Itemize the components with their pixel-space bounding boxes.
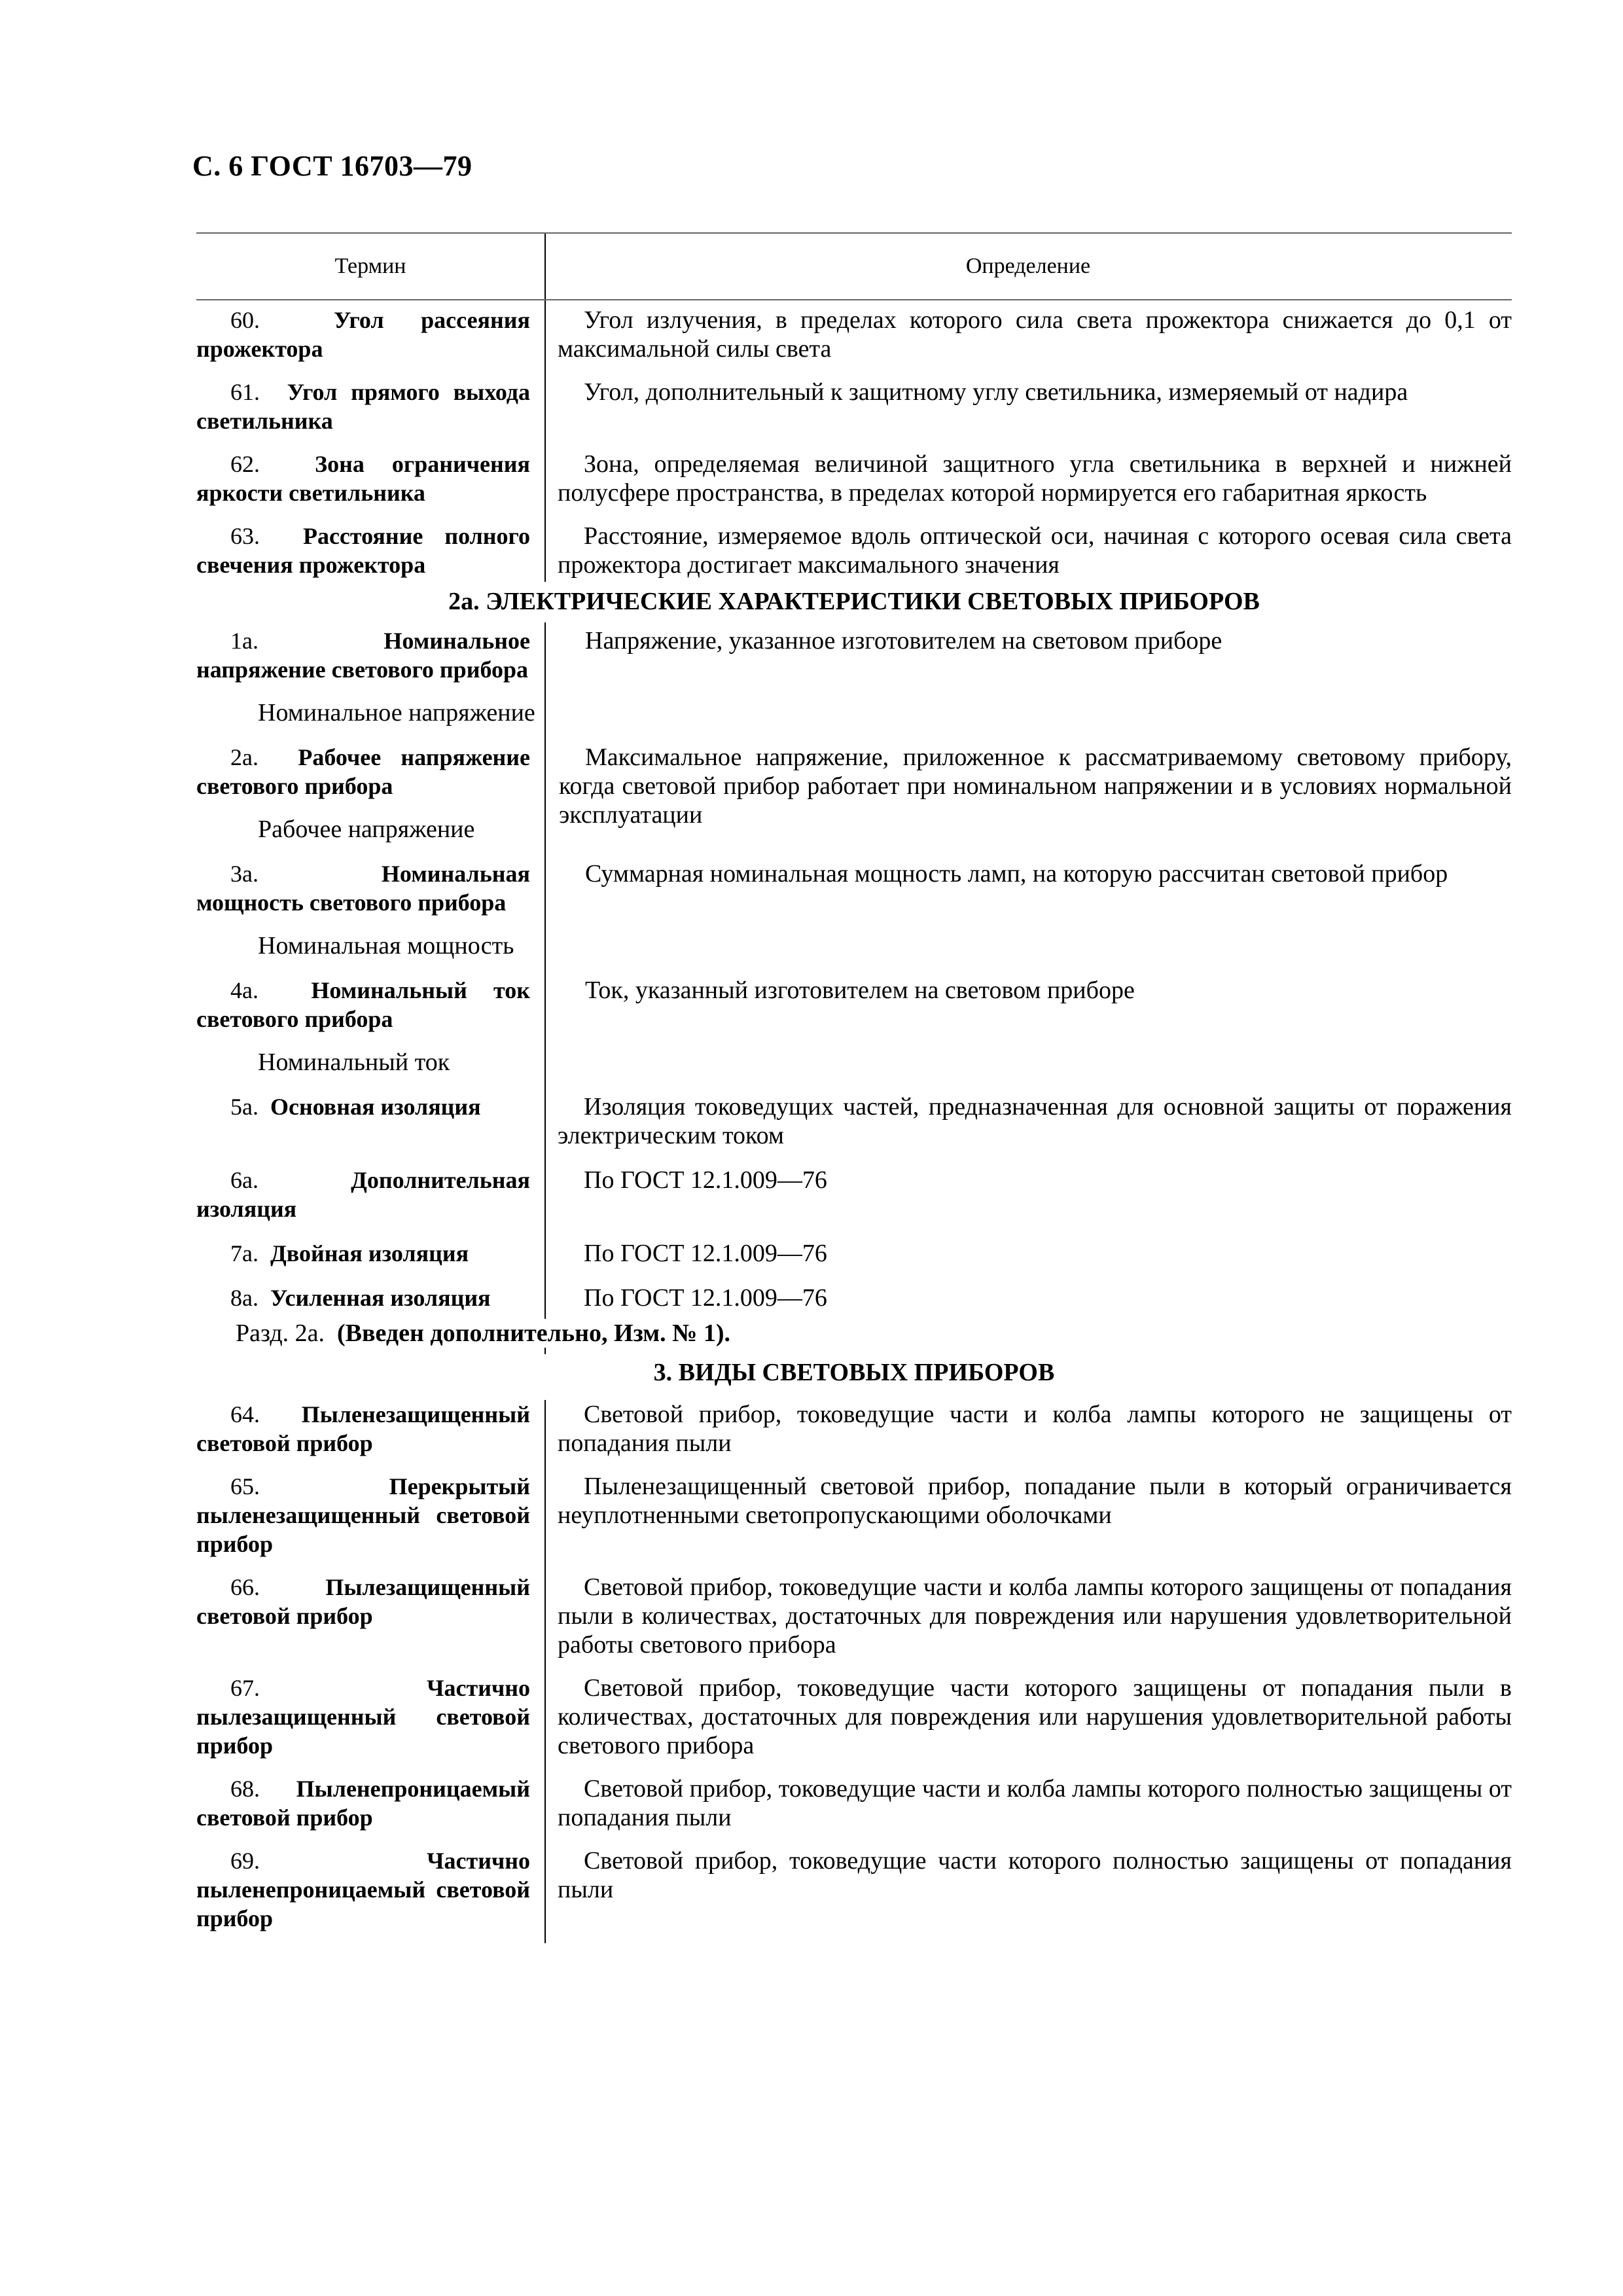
- definition-text: По ГОСТ 12.1.009—76: [584, 1240, 827, 1267]
- term-cell: [196, 1774, 544, 1832]
- term-name: Частично пыленепроницаемый световой прибор: [196, 1848, 530, 1931]
- term-cell: [196, 1239, 544, 1268]
- term-number: 5а.: [230, 1094, 259, 1120]
- term-cell: [196, 306, 544, 363]
- section-heading-3: 3. ВИДЫ СВЕТОВЫХ ПРИБОРОВ: [196, 1354, 1512, 1393]
- term-number: 61.: [230, 379, 260, 405]
- term-synonym: Номинальный ток: [258, 1049, 450, 1076]
- term-name: Угол рассеяния прожектора: [196, 307, 530, 362]
- term-cell: [196, 1573, 544, 1630]
- term-cell: [196, 1674, 544, 1760]
- col-header-definition: Определение: [965, 254, 1091, 278]
- table-header: [196, 232, 1512, 300]
- definition-text: Световой прибор, токоведущие части которого защищены от попадания пыли в количествах, достаточных для повреждения или нарушения удовлетворительной работы светового прибора: [558, 1674, 1512, 1759]
- table-row: [196, 626, 1512, 727]
- term-name: Рабочее напряжение светового прибора: [196, 744, 531, 799]
- page-header: С. 6 ГОСТ 16703—79: [192, 150, 473, 182]
- table-row: [196, 743, 1512, 844]
- table-row: [196, 450, 1512, 507]
- table-row: [196, 859, 1512, 960]
- amendment-note: [196, 1319, 1512, 1348]
- term-cell: [196, 1400, 544, 1458]
- terms-group-64-69: [196, 1400, 1512, 1933]
- note-text: (Введен дополнительно, Изм. № 1).: [337, 1319, 730, 1347]
- term-cell: [196, 1472, 544, 1558]
- term-cell: [196, 1092, 544, 1121]
- term-number: 66.: [230, 1574, 260, 1600]
- definition-cell: [544, 522, 1512, 579]
- definition-text: Расстояние, измеряемое вдоль оптической оси, начиная с которого осевая сила света прожектора достигает максимального значения: [558, 522, 1512, 579]
- term-number: 63.: [230, 523, 260, 549]
- term-synonym: Рабочее напряжение: [258, 816, 475, 843]
- term-cell: [196, 743, 544, 800]
- definition-text: Зона, определяемая величиной защитного угла светильника в верхней и нижней полусфере пространства, в пределах которой нормируется его габаритная яркость: [558, 450, 1512, 507]
- term-number: 67.: [230, 1675, 260, 1701]
- definition-cell: [544, 1573, 1512, 1659]
- definition-cell: [544, 450, 1512, 507]
- term-number: 1а.: [230, 628, 259, 654]
- table-row: [196, 1573, 1512, 1659]
- definition-text: Напряжение, указанное изготовителем на световом приборе: [585, 627, 1222, 655]
- definition-cell: [544, 306, 1512, 363]
- table-row: [196, 976, 1512, 1077]
- definition-cell: [544, 1774, 1512, 1832]
- terms-group-60-63: [196, 306, 1512, 579]
- term-name: Частично пылезащищенный световой прибор: [196, 1675, 530, 1759]
- term-number: 6а.: [230, 1167, 259, 1193]
- definition-text: Изоляция токоведущих частей, предназначенная для основной защиты от поражения электрическим током: [558, 1093, 1512, 1149]
- definition-text: Световой прибор, токоведущие части и колба лампы которого не защищены от попадания пыли: [558, 1401, 1512, 1457]
- terms-group-2a: [196, 626, 1512, 1312]
- table-row: [196, 1239, 1512, 1268]
- term-name: Расстояние полного свечения прожектора: [196, 523, 530, 578]
- term-cell: [196, 1166, 544, 1223]
- term-name: Основная изоляция: [270, 1094, 481, 1120]
- term-synonym: Номинальная мощность: [258, 932, 514, 960]
- definition-text: Угол, дополнительный к защитному углу светильника, измеряемый от надира: [584, 378, 1408, 406]
- definition-cell: [546, 743, 1512, 829]
- term-number: 3а.: [230, 861, 259, 887]
- term-name: Пыленепроницаемый световой прибор: [196, 1776, 530, 1831]
- term-name: Перекрытый пыленезащищенный световой прибор: [196, 1473, 530, 1557]
- term-cell: [196, 976, 544, 1033]
- term-number: 69.: [230, 1848, 260, 1874]
- note-prefix: Разд. 2а.: [236, 1319, 325, 1347]
- term-cell: [196, 626, 544, 684]
- terms-table: [196, 232, 1512, 1933]
- term-name: Дополнительная изоляция: [196, 1167, 530, 1222]
- table-row: [196, 306, 1512, 363]
- term-number: 2а.: [230, 744, 259, 770]
- term-cell: [196, 378, 544, 435]
- definition-cell: [544, 378, 1512, 406]
- term-cell: [196, 1283, 544, 1312]
- definition-text: Световой прибор, токоведущие части и колба лампы которого полностью защищены от попадания пыли: [558, 1775, 1512, 1831]
- term-number: 62.: [230, 451, 260, 477]
- definition-text: Световой прибор, токоведущие части которого полностью защищены от попадания пыли: [558, 1847, 1512, 1903]
- table-row: [196, 378, 1512, 435]
- term-cell: [196, 450, 544, 507]
- definition-text: Угол излучения, в пределах которого сила света прожектора снижается до 0,1 от максимальной силы света: [558, 306, 1512, 363]
- definition-cell: [544, 1472, 1512, 1530]
- term-name: Номинальная мощность светового прибора: [196, 861, 530, 916]
- term-number: 4а.: [230, 977, 259, 1003]
- term-name: Номинальный ток светового прибора: [196, 977, 531, 1032]
- definition-text: Ток, указанный изготовителем на световом приборе: [585, 977, 1135, 1004]
- definition-cell: [546, 626, 1512, 655]
- table-row: [196, 1166, 1512, 1223]
- definition-text: По ГОСТ 12.1.009—76: [584, 1284, 827, 1312]
- term-name: Усиленная изоляция: [270, 1285, 491, 1311]
- definition-cell: [546, 976, 1512, 1005]
- definition-cell: [544, 1092, 1512, 1150]
- term-number: 8а.: [230, 1285, 259, 1311]
- term-name: Номинальное напряжение светового прибора: [196, 628, 530, 683]
- table-row: [196, 1846, 1512, 1933]
- table-row: [196, 1092, 1512, 1150]
- term-number: 65.: [230, 1473, 260, 1499]
- term-name: Двойная изоляция: [270, 1240, 469, 1266]
- definition-cell: [546, 859, 1512, 888]
- term-number: 7а.: [230, 1240, 259, 1266]
- term-synonym: Номинальное напряжение: [258, 699, 535, 726]
- table-row: [196, 1400, 1512, 1458]
- definition-cell: [544, 1283, 1512, 1312]
- definition-cell: [544, 1239, 1512, 1268]
- term-name: Пыленезащищенный световой прибор: [196, 1401, 530, 1456]
- table-row: [196, 1674, 1512, 1760]
- table-row: [196, 1472, 1512, 1558]
- term-name: Зона ограничения яркости светильника: [196, 451, 531, 506]
- term-cell: [196, 1846, 544, 1933]
- term-number: 60.: [230, 307, 260, 333]
- term-cell: [196, 522, 544, 579]
- definition-text: По ГОСТ 12.1.009—76: [584, 1166, 827, 1194]
- table-row: [196, 522, 1512, 579]
- term-name: Угол прямого выхода светильника: [196, 379, 531, 434]
- term-number: 64.: [230, 1401, 260, 1427]
- col-header-term: Термин: [334, 254, 406, 278]
- definition-text: Максимальное напряжение, приложенное к рассматриваемому световому прибору, когда световой прибор работает при номинальном напряжении и в условиях нормальной эксплуатации: [559, 744, 1512, 829]
- definition-cell: [544, 1166, 1512, 1194]
- table-row: [196, 1283, 1512, 1312]
- definition-text: Суммарная номинальная мощность ламп, на которую рассчитан световой прибор: [585, 860, 1448, 888]
- term-cell: [196, 859, 544, 917]
- definition-cell: [544, 1846, 1512, 1904]
- definition-text: Пыленезащищенный световой прибор, попадание пыли в который ограничивается неуплотненными светопропускающими оболочками: [558, 1473, 1512, 1529]
- term-number: 68.: [230, 1776, 260, 1802]
- definition-text: Световой прибор, токоведущие части и колба лампы которого защищены от попадания пыли в количествах, достаточных для повреждения или нарушения удовлетворительной работы светового прибора: [558, 1573, 1512, 1659]
- table-row: [196, 1774, 1512, 1832]
- section-heading-2a: 2а. ЭЛЕКТРИЧЕСКИЕ ХАРАКТЕРИСТИКИ СВЕТОВЫХ ПРИБОРОВ: [196, 582, 1512, 622]
- term-name: Пылезащищенный световой прибор: [196, 1574, 530, 1629]
- column-divider: [544, 626, 546, 1379]
- definition-cell: [544, 1400, 1512, 1458]
- definition-cell: [544, 1674, 1512, 1760]
- column-divider: [544, 1400, 546, 1943]
